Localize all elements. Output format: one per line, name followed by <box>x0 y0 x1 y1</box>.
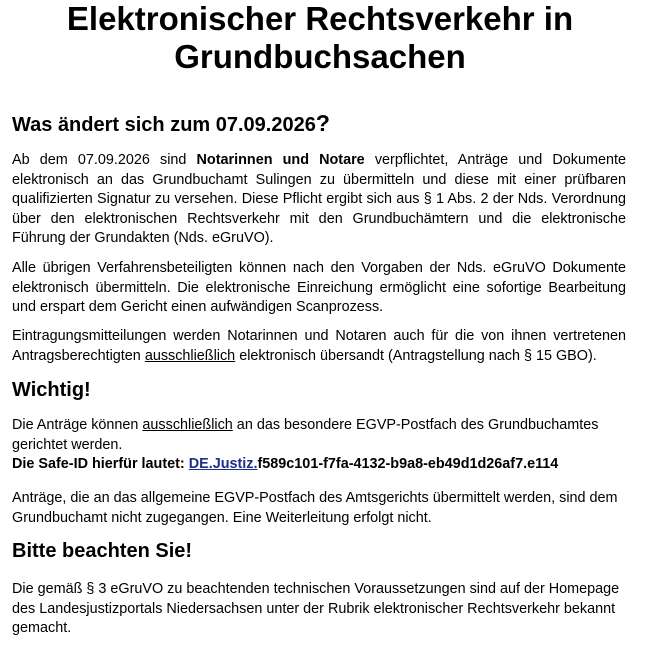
paragraph-obligation-post: verpflichtet, Anträge und Dokumente elektronisch an das Grundbuchamt Sulingen zu übermitteln und diese mit einer prüfbaren qualifizierten Signatur zu versehen. Diese Pflicht ergibt sich aus § 1 Abs. 2 der Nds. Verordnung über den elektronischen Rechtsverkehr mit den Grundbuchämtern und die elektronische Führung der Grundakten (Nds. eGruVO). <box>12 152 627 247</box>
safe-id-link[interactable]: DE.Justiz. <box>188 456 258 472</box>
heading-changes-text: Was ändert sich zum 07.09.2026 <box>12 114 316 136</box>
paragraph-notifications-post: elektronisch übersandt (Antragstellung nach § 15 GBO). <box>235 347 597 364</box>
safe-id-line <box>12 455 626 475</box>
paragraph-technical-requirements: Die gemäß § 3 eGruVO zu beachtenden technischen Voraussetzungen sind auf der Homepage des Landesjustizportals Niedersachsen unter der Rubrik elektronischer Rechtsverkehr bekannt gemacht. <box>12 581 620 637</box>
paragraph-obligation <box>12 151 626 249</box>
safe-id-value: f589c101-f7fa-4132-b9a8-eb49d1d26af7.e114 <box>257 456 559 472</box>
paragraph-other-parties: Alle übrigen Verfahrensbeteiligten können nach den Vorgaben der Nds. eGruVO Dokumente elektronisch übermitteln. Die elektronische Einreichung ermöglicht eine sofortige Bearbeitung und erspart dem Gericht einen aufwändigen Scanprozess. <box>12 260 626 316</box>
paragraph-notifications-pre: Eintragungsmitteilungen werden Notarinnen und Notaren auch für die von ihnen vertretenen Antragsberechtigten <box>12 328 626 364</box>
heading-important: Wichtig! <box>12 379 91 401</box>
paragraph-general-postfach: Anträge, die an das allgemeine EGVP-Postfach des Amtsgerichts übermittelt werden, sind dem Grundbuchamt nicht zugegangen. Eine Weiterleitung erfolgt nicht. <box>12 490 618 526</box>
paragraph-obligation-pre: Ab dem 07.09.2026 sind <box>12 152 197 168</box>
heading-changes-mark: ? <box>315 110 330 136</box>
page-title-line1: Elektronischer Rechtsverkehr in <box>66 0 574 37</box>
paragraph-notifications <box>12 327 626 366</box>
paragraph-obligation-bold: Notarinnen und Notare <box>196 152 365 168</box>
safe-id-label: Die Safe-ID hierfür lautet: <box>12 456 189 472</box>
page-title-line2: Grundbuchsachen <box>174 38 466 75</box>
paragraph-postfach-post: an das besondere EGVP-Postfach des Grundbuchamtes gerichtet werden. <box>12 417 599 453</box>
paragraph-postfach-pre: Die Anträge können <box>12 417 143 433</box>
paragraph-notifications-underline: ausschließlich <box>144 347 236 364</box>
page-title <box>0 0 640 76</box>
heading-changes <box>12 111 330 137</box>
heading-note: Bitte beachten Sie! <box>12 540 193 562</box>
paragraph-postfach <box>12 416 626 455</box>
paragraph-postfach-underline: ausschließlich <box>142 417 233 433</box>
